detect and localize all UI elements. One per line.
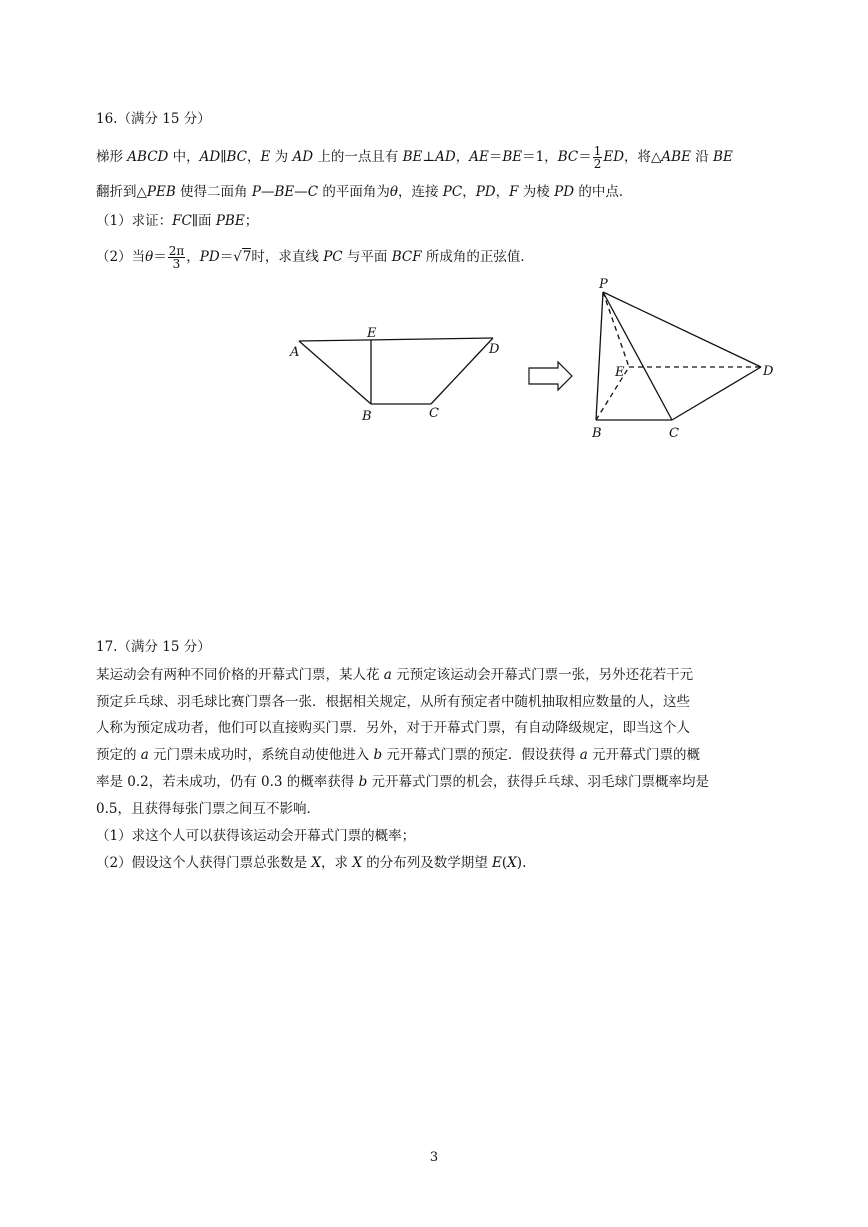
label-A: A (290, 345, 300, 360)
problem-17-question-2: （2）假设这个人获得门票总张数是 X，求 X 的分布列及数学期望 E(X). (96, 855, 527, 871)
trapezoid-figure (299, 338, 493, 404)
problem-17-question-1: （1）求这个人可以获得该运动会开幕式门票的概率； (96, 828, 416, 844)
problem-16-question-1: （1）求证：FC∥面 PBE； (96, 213, 259, 229)
fraction-one-half: $\frac{1}{2}$ (593, 144, 602, 171)
label-C: C (669, 426, 679, 441)
problem-16-line-2: 翻折到△PEB 使得二面角 P—BE—C 的平面角为θ，连接 PC，PD，F 为棱 PD 的中点． (96, 184, 633, 200)
problem-17-line-6: 0.5，且获得每张门票之间互不影响． (96, 801, 320, 817)
label-E: E (367, 326, 377, 341)
segment-PE-hidden (603, 292, 629, 367)
segment-PC (603, 292, 672, 420)
problem-17-line-3: 人称为预定成功者，他们可以直接购买门票．另外，对于开幕式门票，有自动降级规定，即当这个人 (96, 720, 690, 736)
label-P: P (599, 277, 608, 292)
label-C: C (429, 406, 439, 421)
fraction-two-pi-thirds: $\frac{2\pi}{3}$ (168, 244, 185, 271)
problem-17-heading: 17.（满分 15 分） (96, 639, 211, 655)
segment-AD (299, 338, 493, 341)
segment-AB (299, 341, 371, 404)
right-arrow-icon (529, 362, 572, 390)
problem-17-line-4: 预定的 a 元门票未成功时，系统自动使他进入 b 元开幕式门票的预定．假设获得 a 元开幕式门票的概 (96, 747, 701, 763)
problem-16-line-1: 梯形 ABCD 中，AD∥BC，E 为 AD 上的一点且有 BE⊥AD，AE＝BE＝1，BC＝ $\frac{1}{2}$ ED，将△ABE 沿 BE (96, 144, 733, 171)
label-B: B (592, 426, 602, 441)
geometry-figure (0, 0, 868, 470)
square-root: √7 (233, 249, 252, 265)
problem-17-line-5: 率是 0.2，若未成功，仍有 0.3 的概率获得 b 元开幕式门票的机会，获得乒乓球、羽毛球门票概率均是 (96, 774, 710, 790)
label-D: D (489, 342, 500, 357)
segment-PD (603, 292, 761, 367)
pyramid-figure (596, 292, 761, 420)
segment-CD (431, 338, 493, 404)
segment-PB (596, 292, 603, 420)
label-B: B (362, 409, 372, 424)
label-D: D (763, 364, 774, 379)
problem-17-line-2: 预定乒乓球、羽毛球比赛门票各一张．根据相关规定，从所有预定者中随机抽取相应数量的人，这些 (96, 694, 690, 710)
page-number: 3 (429, 1150, 439, 1165)
problem-16-heading: 16.（满分 15 分） (96, 111, 211, 127)
problem-16-question-2: （2）当θ＝ $\frac{2\pi}{3}$ ，PD＝√7时，求直线 PC 与平面 BCF 所成角的正弦值． (96, 244, 534, 271)
problem-17-line-1: 某运动会有两种不同价格的开幕式门票，某人花 a 元预定该运动会开幕式门票一张，另外还花若干元 (96, 667, 694, 683)
segment-CD (672, 367, 761, 420)
label-E: E (615, 365, 625, 380)
